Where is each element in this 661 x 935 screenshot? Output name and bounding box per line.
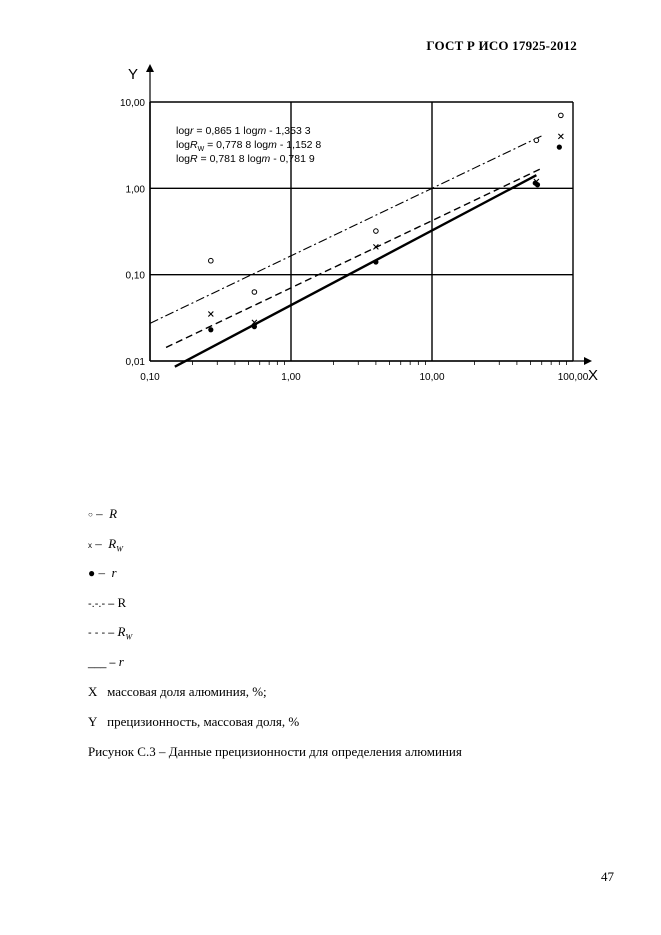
note-x: X массовая доля алюминия, %; — [88, 684, 267, 699]
fit-line — [175, 175, 537, 367]
equation-R: logR = 0,781 8 logm - 0,781 9 — [176, 153, 315, 165]
note-y: Y прецизионность, массовая доля, % — [88, 714, 300, 729]
x-tick-label: 1,00 — [281, 372, 301, 383]
data-point-R — [559, 113, 564, 118]
data-point-r — [535, 182, 540, 187]
data-point-r — [373, 259, 378, 264]
data-point-r — [208, 327, 213, 332]
data-point-r — [252, 324, 257, 329]
data-point-r — [557, 145, 562, 150]
fit-line — [166, 168, 542, 347]
y-axis-label: Y — [128, 66, 139, 83]
data-point-R — [534, 138, 539, 143]
equation-r: logr = 0,865 1 logm - 1,353 3 — [176, 125, 311, 137]
page-number: 47 — [601, 869, 614, 884]
data-point-R — [252, 290, 257, 295]
data-point-Rw — [208, 312, 213, 317]
document-header: ГОСТ Р ИСО 17925-2012 — [426, 38, 577, 53]
precision-chart — [0, 0, 661, 420]
x-tick-label: 10,00 — [419, 372, 445, 383]
x-tick-label: 0,10 — [140, 372, 160, 383]
data-point-R — [209, 258, 214, 263]
legend-item-R: ○ – R — [88, 506, 118, 521]
y-tick-label: 0,01 — [125, 357, 145, 368]
y-tick-label: 0,10 — [125, 270, 145, 282]
x-axis-arrow — [584, 357, 592, 365]
data-point-R — [374, 229, 379, 234]
legend-item-r: ● – r — [88, 565, 117, 580]
legend-line-r: ___ – r — [88, 654, 124, 669]
y-axis-arrow — [146, 64, 154, 72]
data-point-Rw — [558, 134, 563, 139]
x-tick-label: 100,00 — [557, 372, 589, 383]
y-tick-label: 10,00 — [119, 98, 145, 109]
figure-caption: Рисунок С.3 – Данные прецизионности для определения алюминия — [88, 744, 462, 759]
legend-item-rw: x – $R_W$ — [88, 536, 123, 554]
equation-rw: logR$_W$ = 0,778 8 logm - 1,152 8 — [176, 139, 322, 153]
legend-line-R: -.-.- – R — [88, 595, 127, 610]
legend-line-rw: - - - – $R_W$ — [88, 624, 133, 642]
x-axis-label: X — [588, 367, 599, 384]
y-tick-label: 1,00 — [125, 184, 145, 196]
